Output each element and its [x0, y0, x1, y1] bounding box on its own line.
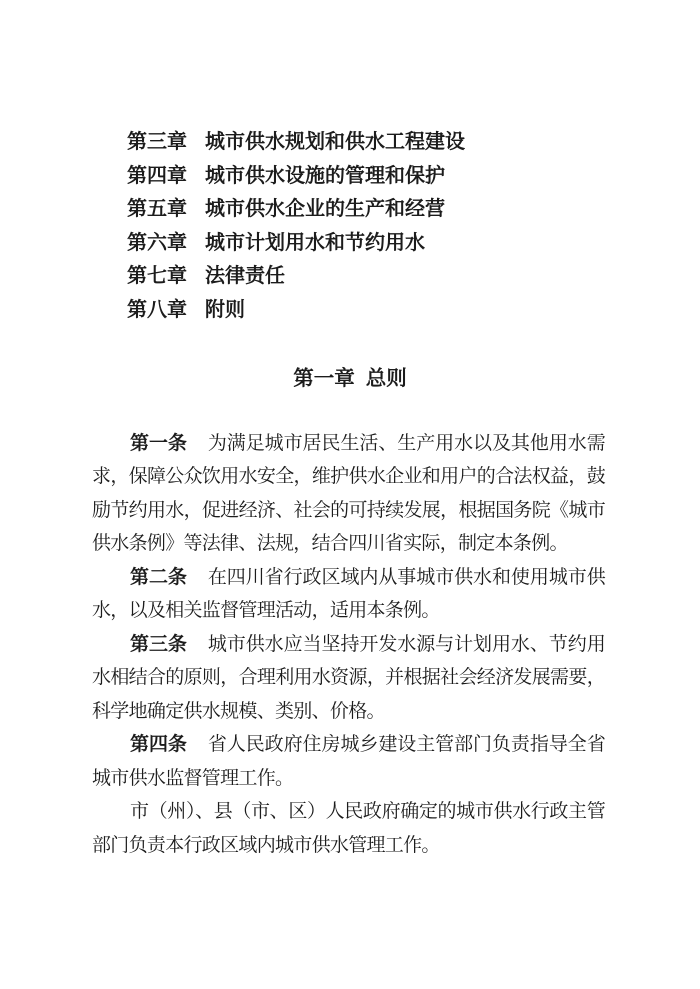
toc-chapter-number: 第四章 — [127, 164, 187, 187]
article-label: 第四条 — [130, 734, 187, 756]
toc-item — [127, 227, 700, 261]
toc-item — [127, 193, 700, 227]
article-paragraph — [92, 427, 605, 561]
article-paragraph — [92, 628, 605, 729]
article-paragraph — [92, 561, 605, 628]
article-paragraph — [92, 795, 605, 862]
toc-chapter-number: 第八章 — [127, 298, 187, 321]
article-text: 市（州）、县（市、区）人民政府确定的城市供水行政主管部门负责本行政区域内城市供水管理工作。 — [92, 801, 605, 856]
article-text: 为满足城市居民生活、生产用水以及其他用水需求，保障公众饮用水安全，维护供水企业和用户的合法权益，鼓励节约用水，促进经济、社会的可持续发展，根据国务院《城市供水条例》等法律、法规，结合四川省实际，制定本条例。 — [92, 432, 605, 555]
toc-item — [127, 260, 700, 294]
chapter-heading — [0, 362, 700, 396]
article-label: 第三条 — [130, 633, 187, 655]
toc-chapter-number: 第五章 — [127, 198, 187, 221]
article-label: 第一条 — [130, 432, 187, 454]
toc-chapter-number: 第六章 — [127, 231, 187, 254]
toc-item — [127, 160, 700, 194]
toc-item — [127, 294, 700, 328]
toc-chapter-title: 城市供水企业的生产和经营 — [205, 198, 445, 221]
article-paragraph — [92, 728, 605, 795]
toc-chapter-number: 第七章 — [127, 265, 187, 288]
toc-chapter-title: 城市供水规划和供水工程建设 — [205, 131, 465, 153]
article-text: 在四川省行政区域内从事城市供水和使用城市供水，以及相关监督管理活动，适用本条例。 — [92, 566, 605, 622]
toc-chapter-title: 城市计划用水和节约用水 — [205, 231, 425, 254]
toc-item — [127, 126, 700, 160]
toc-chapter-title: 法律责任 — [205, 265, 285, 288]
article-text: 省人民政府住房城乡建设主管部门负责指导全省城市供水监督管理工作。 — [92, 734, 605, 789]
table-of-contents — [0, 0, 700, 328]
chapter-heading-title: 总则 — [365, 367, 407, 390]
chapter-heading-number: 第一章 — [293, 367, 355, 390]
article-text: 城市供水应当坚持开发水源与计划用水、节约用水相结合的原则，合理利用水资源，并根据社会经济发展需要，科学地确定供水规模、类别、价格。 — [92, 633, 605, 722]
toc-chapter-number: 第三章 — [127, 131, 187, 153]
toc-chapter-title: 附则 — [205, 298, 245, 321]
article-label: 第二条 — [130, 566, 187, 588]
toc-chapter-title: 城市供水设施的管理和保护 — [205, 164, 445, 187]
article-body — [92, 427, 605, 863]
